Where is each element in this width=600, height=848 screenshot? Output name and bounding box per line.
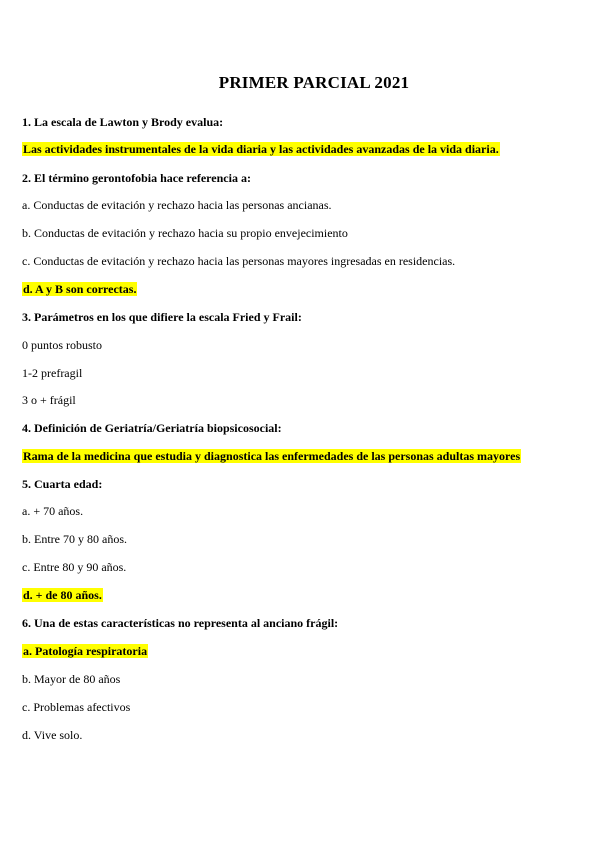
highlighted-answer xyxy=(22,643,148,659)
question-heading xyxy=(22,420,282,436)
highlighted-answer-text: d. + de 80 años. xyxy=(23,588,102,602)
answer-option-text: b. Mayor de 80 años xyxy=(22,672,121,686)
answer-option xyxy=(22,197,332,213)
answer-option xyxy=(22,365,82,381)
question-heading xyxy=(22,170,251,186)
question-heading xyxy=(22,615,338,631)
answer-option xyxy=(22,727,82,743)
highlighted-answer-text: a. Patología respiratoria xyxy=(23,644,148,658)
question-heading xyxy=(22,476,102,492)
answer-option xyxy=(22,699,130,715)
highlighted-answer xyxy=(22,448,521,464)
answer-option xyxy=(22,337,102,353)
question-heading-text: 4. Definición de Geriatría/Geriatría biopsicosocial: xyxy=(22,421,282,435)
answer-option xyxy=(22,531,127,547)
question-heading-text: 1. La escala de Lawton y Brody evalua: xyxy=(22,115,224,129)
answer-option xyxy=(22,392,76,408)
answer-option-text: 3 o + frágil xyxy=(22,393,76,407)
highlighted-answer-text: Rama de la medicina que estudia y diagnostica las enfermedades de las personas adultas mayores xyxy=(23,449,521,463)
answer-option-text: a. Conductas de evitación y rechazo hacia las personas ancianas. xyxy=(22,198,332,212)
answer-option-text: a. + 70 años. xyxy=(22,504,84,518)
question-heading-text: 3. Parámetros en los que difiere la escala Fried y Frail: xyxy=(22,310,302,324)
question-heading xyxy=(22,309,302,325)
answer-option xyxy=(22,559,126,575)
page-title: PRIMER PARCIAL 2021 xyxy=(218,73,410,92)
answer-option-text: c. Problemas afectivos xyxy=(22,700,131,714)
highlighted-answer xyxy=(22,281,137,297)
highlighted-answer xyxy=(22,587,103,603)
answer-option-text: b. Conductas de evitación y rechazo hacia su propio envejecimiento xyxy=(22,226,348,240)
highlighted-answer-text: d. A y B son correctas. xyxy=(23,282,137,296)
question-heading-text: 6. Una de estas características no representa al anciano frágil: xyxy=(22,616,339,630)
answer-option-text: c. Conductas de evitación y rechazo hacia las personas mayores ingresadas en residencias. xyxy=(22,254,456,268)
question-heading-text: 2. El término gerontofobia hace referencia a: xyxy=(22,171,251,185)
answer-option-text: 1-2 prefragil xyxy=(22,366,83,380)
highlighted-answer xyxy=(22,141,500,157)
highlighted-answer-text: Las actividades instrumentales de la vida diaria y las actividades avanzadas de la vida diaria. xyxy=(23,142,499,156)
answer-option xyxy=(22,253,455,269)
answer-option xyxy=(22,225,348,241)
answer-option-text: c. Entre 80 y 90 años. xyxy=(22,560,127,574)
answer-option xyxy=(22,503,83,519)
answer-option-text: b. Entre 70 y 80 años. xyxy=(22,532,127,546)
answer-option-text: d. Vive solo. xyxy=(22,728,83,742)
question-heading-text: 5. Cuarta edad: xyxy=(22,477,103,491)
answer-option-text: 0 puntos robusto xyxy=(22,338,103,352)
question-heading xyxy=(22,114,223,130)
answer-option xyxy=(22,671,120,687)
